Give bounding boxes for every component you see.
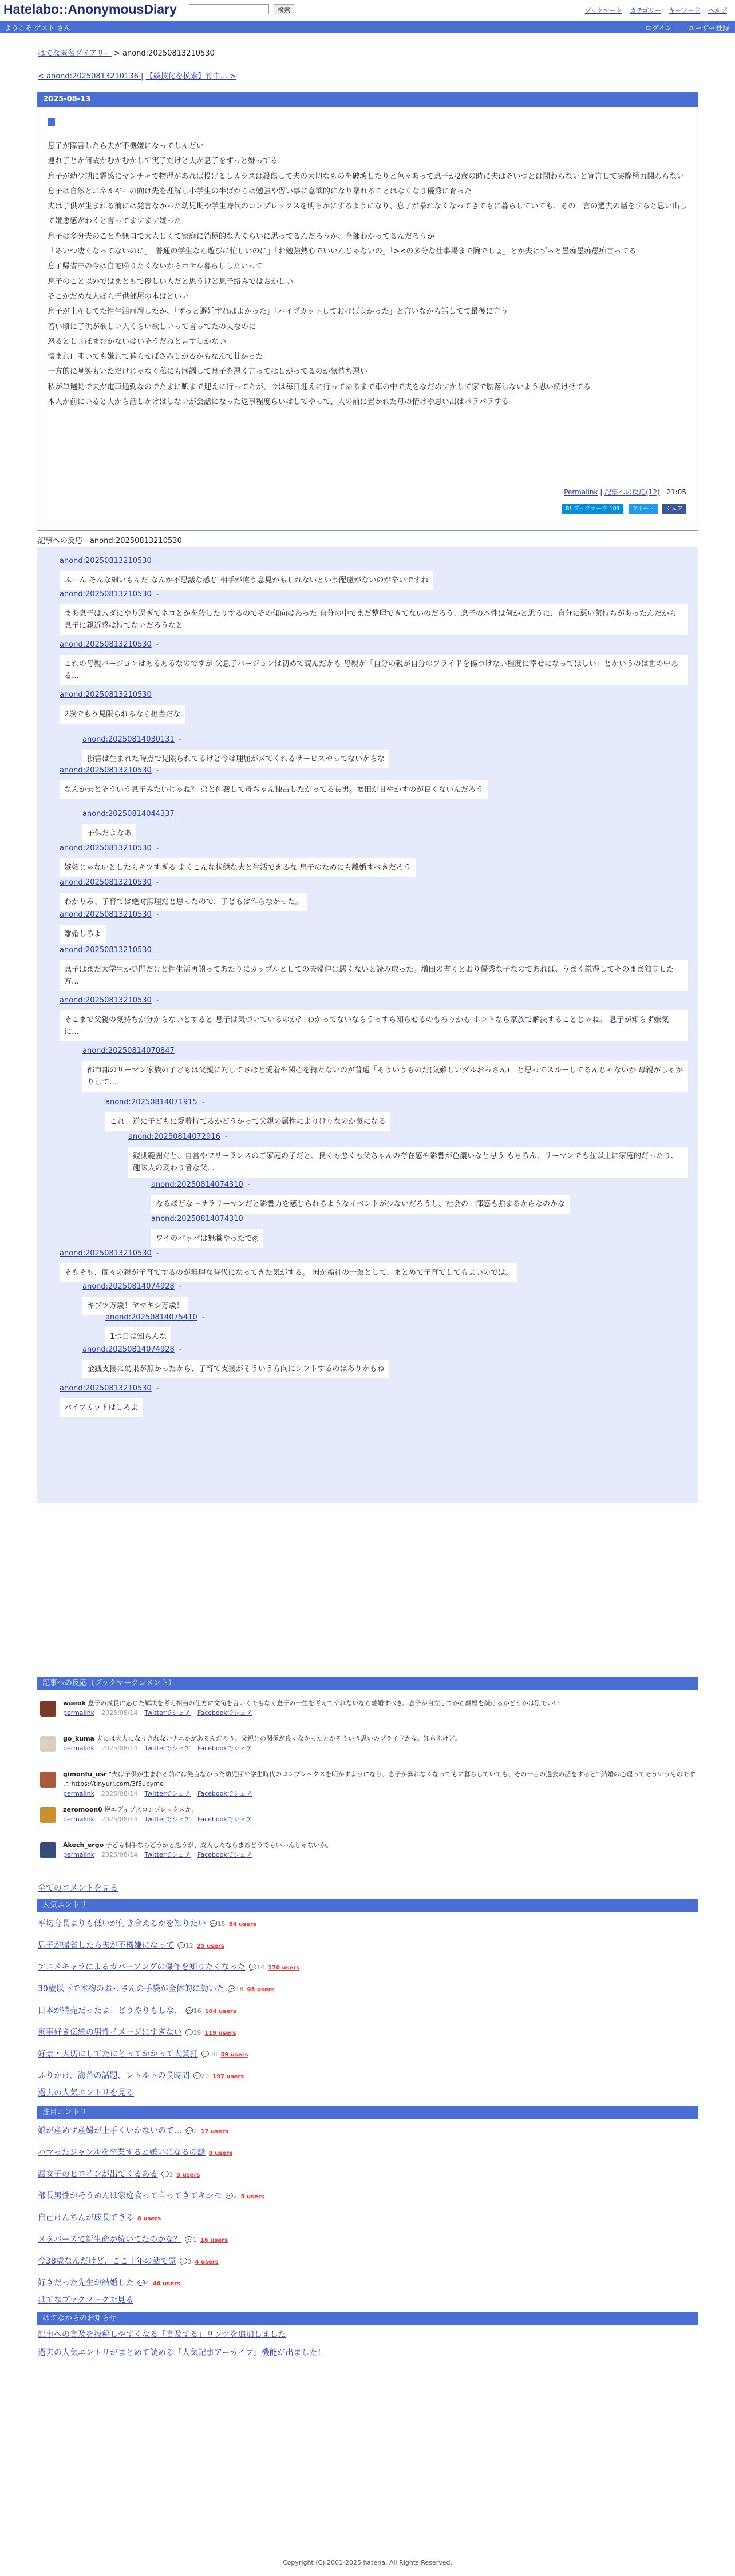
news-item[interactable]: 過去の人気エントリがまとめて読める「人気記事アーカイブ」機能が出ました！	[38, 2348, 326, 2357]
reaction-body: ワイのパッパは無職やったで◎	[151, 1229, 263, 1248]
entry-list-link[interactable]: 平均身長よりも低いが付き合えるかを知りたい	[38, 1919, 206, 1928]
bookmark-content	[63, 1734, 698, 1753]
search-input[interactable]	[189, 4, 269, 14]
comment-count: 💬1	[185, 2236, 197, 2244]
avatar[interactable]	[40, 1701, 56, 1717]
facebook-share-link[interactable]: Facebookでシェア	[197, 1745, 252, 1752]
bookmark-user[interactable]: waeok	[63, 1699, 86, 1707]
reaction-item	[60, 764, 698, 799]
bookmark-section-title: 記事への反応（ブックマークコメント）	[37, 1677, 698, 1690]
entry-list-item	[38, 2005, 236, 2018]
reaction-item	[128, 1131, 698, 1178]
entry-list-item	[38, 2125, 228, 2138]
reaction-id-link[interactable]: anond:20250814072916	[128, 1132, 220, 1141]
facebook-share-link[interactable]: Facebookでシェア	[197, 1851, 252, 1858]
reaction-id-link[interactable]: anond:20250813210530	[60, 766, 152, 775]
reaction-item	[105, 1311, 698, 1346]
entry-list-link[interactable]: 腐女子のヒロインが出てくるある	[38, 2170, 158, 2179]
comment-count: 💬14	[248, 1964, 265, 1971]
bookmark-date: 2025/08/14	[101, 1745, 138, 1752]
bookmark-meta	[63, 1850, 698, 1860]
reaction-header	[60, 909, 698, 921]
entry-list-item	[38, 2212, 161, 2225]
breadcrumb	[38, 47, 215, 58]
bookmark-item	[40, 1805, 698, 1837]
twitter-share-link[interactable]: Twitterでシェア	[144, 1851, 191, 1858]
entry-list-item	[38, 2256, 219, 2268]
entry-list-link[interactable]: 日本が特売だったよ！どうやりもしな、	[38, 2006, 182, 2015]
entry-list-link[interactable]: メタバースで新生命が続いてたのかな？	[38, 2235, 182, 2244]
entry-line: 若い頃に子供が欲しい人くらい欲しいって言ってたの夫なのに	[48, 322, 256, 331]
entry-line: 息子のこと以外ではまともで優しい人だと思うけど息子絡みではおかしい	[48, 277, 294, 286]
bookmark-content	[63, 1698, 698, 1718]
reaction-item	[82, 1045, 698, 1092]
reaction-dash: -	[247, 1215, 251, 1223]
reaction-header	[60, 555, 698, 568]
reaction-id-link[interactable]: anond:20250813210530	[60, 946, 152, 954]
news-title: はてなからのお知らせ	[37, 2312, 698, 2325]
bookmark-user[interactable]: zeromoon0	[63, 1806, 102, 1813]
bookmark-comment: 息子の成長に応じた解決を考え相当の仕方に文句を言いくでもなく息子の一生を考えてやれないなら離婚すべき。息子が自立してから離婚を続けるかどうかは別でいい	[88, 1699, 560, 1707]
reaction-id-link[interactable]: anond:20250813210530	[60, 590, 152, 599]
bookmark-permalink[interactable]: permalink	[63, 1745, 94, 1752]
entry-time: 21:05	[666, 488, 686, 496]
news-item[interactable]: 記事への言及を投稿しやすくなる「言及する」リンクを追加しました	[38, 2330, 286, 2339]
entry-list-item	[38, 1961, 299, 1974]
reaction-dash: -	[247, 1180, 251, 1189]
reaction-dash: -	[156, 640, 159, 649]
reaction-dash: -	[156, 557, 159, 565]
entry-body	[48, 139, 689, 410]
entry-line: 連れ子とか何故かむかむかして実子だけど夫が息子をずっと嫌ってる	[48, 157, 278, 166]
comment-count: 💬2	[225, 2193, 238, 2200]
permalink[interactable]: Permalink	[564, 488, 598, 496]
reaction-header	[151, 1179, 698, 1191]
reaction-id-link[interactable]: anond:20250814074928	[82, 1345, 175, 1354]
facebook-share-button[interactable]: シェア	[662, 504, 686, 514]
reactions-link[interactable]: 記事への反応(12)	[604, 488, 660, 496]
entry-list-link[interactable]: 家事好き伝統の男性イメージにすぎない	[38, 2028, 182, 2037]
next-entry-link[interactable]: 【競技化を模索】竹中… >	[145, 72, 236, 81]
entry-list-link[interactable]: 今38歳なんだけど、ここ十年の話で気	[38, 2257, 176, 2266]
twitter-share-link[interactable]: Twitterでシェア	[144, 1790, 191, 1797]
bookmark-line	[63, 1698, 698, 1708]
reaction-body: 1つ目は知らんな	[105, 1327, 171, 1346]
bookmark-users-count[interactable]: 5 users	[176, 2172, 200, 2178]
share-buttons	[560, 504, 686, 514]
reaction-body: 都市部のリーマン家族の子どもは父親に対してさほど愛着や関心を持たないのが普通「そういうものだ(気難しいダルおっさん)」と思ってスルーしてるんじゃないか 母親がしゃかりして…	[82, 1061, 688, 1092]
reaction-dash: -	[156, 691, 159, 699]
bookmark-item	[40, 1769, 698, 1801]
entry-line: 息子は多分夫のことを無口で大人しくて家庭に消極的な人ぐらいに思ってるんだろうか、全部わかってるんだろうか	[48, 232, 435, 241]
avatar[interactable]	[40, 1842, 56, 1858]
entry-line: そこがだめな人ほら子供部屋の本はどいい	[48, 292, 189, 301]
bookmark-item	[40, 1840, 698, 1872]
reaction-item	[82, 734, 698, 768]
prev-entry-link[interactable]: < anond:20250813210136 |	[38, 72, 144, 81]
reaction-item	[60, 909, 698, 944]
comment-count: 💬2	[185, 2127, 197, 2135]
bookmark-comment: 夫には大人になりきれないナニかがあるんだろう。父親との関係が良くなかったとかそういう思いのプライドかな。知らんけど。	[96, 1735, 461, 1742]
bookmark-user[interactable]: go_kuma	[63, 1735, 94, 1742]
entry-list-link[interactable]: 好景・大切にしてたにとってかかって大賛打	[38, 2050, 198, 2059]
reaction-header	[60, 877, 698, 889]
entry-list-item	[38, 2027, 236, 2039]
reaction-body: まあ息子はムダにやり過ぎてネコとかを殺したりするのでその傾向はあった 自分の中でまだ整理できてないのだろう、息子の本性は何かと思うに、自分に悪い気持ちがあったんだから息子に親近感は持てないだろうなと	[60, 604, 688, 635]
breadcrumb-sep: >	[113, 49, 120, 58]
reaction-item	[105, 1096, 698, 1131]
entry-list-item	[38, 2070, 244, 2083]
reaction-id-link[interactable]: anond:20250814074310	[151, 1215, 243, 1223]
reaction-dash: -	[156, 1249, 159, 1258]
entry-footer: Permalink | 記事への反応(12) | 21:05	[564, 488, 686, 496]
bookmark-line	[63, 1805, 698, 1814]
reaction-item	[60, 994, 698, 1041]
bookmark-users-count[interactable]: 119 users	[204, 2030, 236, 2036]
all-comments-link[interactable]: 全てのコメントを見る	[38, 1884, 118, 1893]
hatena-bookmark-button[interactable]: B! ブックマーク 101	[562, 504, 624, 514]
bookmark-users-count[interactable]: 5 users	[240, 2194, 264, 2200]
entry-list-item	[38, 1918, 256, 1931]
entry-list-link[interactable]: アニメキャラによるカバーソングの傑作を知りたくなった	[38, 1963, 246, 1972]
tweet-button[interactable]: ツイート	[629, 504, 658, 514]
entry-line: 息子帰省中の今は自宅帰りたくないからホテル暮らししたいって	[48, 262, 263, 271]
welcome-text: ようこそ ゲスト さん	[5, 24, 71, 32]
reaction-id-link[interactable]: anond:20250814074928	[82, 1282, 175, 1291]
facebook-share-link[interactable]: Facebookでシェア	[197, 1709, 252, 1717]
entry-line: 懐まれ口叩いても嫌れて暮らせばさみしがるかもなんて甘かった	[48, 352, 263, 362]
entry-line: 息子が幼少期に霊感にヤンチャで物理があれば投げるしカラスは殺傷して夫の大切なものを破壊したりと色々あって息子が2歳の時に夫はそいつとは関わらないと宣言して実際極力関わらない	[48, 172, 685, 181]
bookmark-users-count[interactable]: 9 users	[208, 2150, 232, 2157]
footer-copyright: Copyright (C) 2001-2025 hatena. All Rights Reserved.	[283, 2559, 452, 2566]
entry-list-link[interactable]: 息子が帰省したら夫が不機嫌になって	[38, 1941, 174, 1950]
hot-more-link[interactable]: はてなブックマークで見る	[38, 2296, 134, 2305]
entry-list-item	[38, 2234, 228, 2246]
reaction-dash: -	[179, 1345, 182, 1354]
comment-count: 💬38	[201, 2051, 218, 2058]
reaction-item	[151, 1213, 698, 1248]
reaction-header	[128, 1131, 698, 1143]
reaction-body: 嫉妬じゃないとしたらキツすぎる よくこんな状態な夫と生活できるな 息子のためにも離婚すべきだろう	[60, 858, 416, 877]
reaction-id-link[interactable]: anond:20250813210530	[60, 910, 152, 919]
reaction-header	[60, 764, 698, 777]
bookmark-item	[40, 1734, 698, 1766]
reactions-title: 記事への反応 - anond:20250813210530	[38, 537, 182, 545]
bookmark-comment: 逆エディプスコンプレックスか。	[104, 1806, 198, 1813]
bookmark-users-count[interactable]: 104 users	[204, 2008, 236, 2015]
entry-line: 怒るとしょぼまむかないはいそうだねと言すしかない	[48, 337, 227, 346]
entry-list-link[interactable]: 30歳以下で本物のおっさんの手袋が全体的に効いた	[38, 1984, 224, 1994]
bookmark-users-count[interactable]: 170 users	[268, 1965, 300, 1971]
bookmark-users-count[interactable]: 17 users	[200, 2129, 228, 2135]
reaction-header	[82, 1344, 698, 1356]
reaction-dash: -	[156, 1384, 159, 1393]
reaction-header	[82, 734, 698, 746]
reaction-dash: -	[156, 590, 159, 599]
bookmark-comment: 子ども相手ならどうかと思うが、成人したならまあどうでもいいんじゃないか。	[105, 1841, 333, 1849]
register-link[interactable]: ユーザー登録	[687, 24, 729, 32]
reaction-header	[82, 808, 698, 821]
bookmark-users-count[interactable]: 46 users	[152, 2281, 180, 2287]
avatar[interactable]	[40, 1736, 56, 1752]
reaction-item	[60, 588, 698, 635]
entry-date: 2025-08-13	[37, 92, 698, 107]
reaction-header	[60, 639, 698, 651]
bookmark-date: 2025/08/14	[101, 1790, 138, 1797]
bookmark-meta	[63, 1708, 698, 1718]
reaction-id-link[interactable]: anond:20250813210530	[60, 691, 152, 699]
reaction-dash: -	[156, 910, 159, 919]
reaction-dash: -	[179, 1047, 182, 1055]
reaction-dash: -	[201, 1313, 205, 1322]
comment-count: 💬12	[177, 1942, 193, 1949]
search-button[interactable]: 検索	[274, 4, 294, 15]
breadcrumb-current: anond:20250813210530	[122, 49, 215, 58]
site-logo[interactable]: Hatelabo::AnonymousDiary	[3, 2, 177, 17]
reaction-header	[82, 1045, 698, 1057]
entry-line: 私が単週動で夫が電車通勤なのでたまに駅まで迎えに行ってたが、今は毎日迎えに行って帰るまで車の中で夫をなだめすかして家で腰落しないよう思い続けせてる	[48, 382, 591, 391]
entry-list-item	[38, 2169, 200, 2181]
reaction-dash: -	[179, 1282, 182, 1291]
reaction-id-link[interactable]: anond:20250813210530	[60, 640, 152, 649]
reaction-dash: -	[156, 844, 159, 853]
reaction-body: 息子はまだ大学生か専門だけど性生活再開ってあたりにカップルとしての夫婦仲は悪くないと読み取った。増田の書くとおり優秀な子なのであれば、うまく説得してそのまま独立した方…	[60, 960, 688, 991]
user-bar	[0, 21, 735, 33]
reaction-body: そもそも、個々の親が子育てするのが無理な時代になってきた気がする。 国が福祉の一環として、まとめて子育てしてもよいのでは。	[60, 1263, 517, 1282]
popular-more-link[interactable]: 過去の人気エントリを見る	[38, 2088, 134, 2098]
entry-list-link[interactable]: ふりかけ、海苔の話題、レトルトの長時間	[38, 2071, 190, 2080]
reaction-body: これの母親バージョンはあるあるなのですが 父息子バージョンは初めて読んだかも 母親が「自分の親が自分のプライドを傷つけない程度に幸せになってほしい」とかいうのは世の中ある…	[60, 655, 688, 685]
bookmark-user[interactable]: gimonfu_usr	[63, 1770, 107, 1778]
entry-list-link[interactable]: ハマったジャンルを卒業すると嫌いになるの謎	[38, 2148, 206, 2157]
bookmark-comment: "夫は子供が生まれる前には発言なかった幼児期や学生時代のコンプレックスを明かすようになり、息子が暴れなくなってもに暮らしていても、その一言の過去の話をすると" 結婚の心理ってそういうものですよ https://tinyurl.com/3f5ubyme	[63, 1770, 696, 1788]
reaction-id-link[interactable]: anond:20250814044337	[82, 810, 175, 818]
entry-line: 息子が土産してた性生活両親したか、「ずっと避妊すればよかった」「パイプカットしておけばよかった」と言いなから話してて最後に言う	[48, 307, 508, 316]
reaction-id-link[interactable]: anond:20250813210530	[60, 996, 152, 1005]
comment-count: 💬19	[185, 2029, 201, 2036]
bookmark-date: 2025/08/14	[101, 1816, 138, 1823]
bookmark-users-count[interactable]: 25 users	[196, 1943, 224, 1949]
reaction-item	[60, 555, 698, 590]
reaction-body: 子供だよなあ	[82, 824, 136, 843]
reaction-header	[60, 944, 698, 957]
entry-line: 息子が障害したら夫が不機嫌になってしんどい	[48, 142, 204, 150]
bookmark-permalink[interactable]: permalink	[63, 1851, 94, 1858]
diary-entry	[37, 92, 698, 531]
reaction-header	[60, 588, 698, 601]
reaction-body: なんか夫とそういう息子みたいじゃね？ 弟と仲裁して母ちゃん独占したがってる長男。増田が甘やかすのが良くないんだろう	[60, 780, 488, 799]
entry-list-item	[38, 1983, 275, 1996]
bookmark-link[interactable]: ブックマーク	[584, 7, 622, 14]
reaction-item	[60, 877, 698, 911]
category-link[interactable]: カテゴリー	[630, 7, 661, 14]
reaction-item	[151, 1179, 698, 1214]
bookmark-date: 2025/08/14	[101, 1709, 138, 1717]
bookmark-permalink[interactable]: permalink	[63, 1816, 94, 1823]
comment-count: 💬4	[137, 2280, 149, 2287]
comment-count: 💬15	[210, 1920, 226, 1928]
reaction-item	[60, 944, 698, 991]
reaction-item	[60, 1382, 698, 1417]
reaction-body: 2歳でもう見限られるなら担当だな	[60, 705, 185, 724]
hot-title: 注目エントリ	[37, 2106, 698, 2119]
user-links	[631, 23, 729, 33]
avatar[interactable]	[40, 1807, 56, 1823]
entry-list-item	[38, 2277, 180, 2290]
entry-list-item	[38, 2190, 264, 2203]
reaction-id-link[interactable]: anond:20250813210530	[60, 1249, 152, 1258]
bookmark-date: 2025/08/14	[101, 1851, 138, 1858]
reaction-item	[60, 689, 698, 724]
entry-list-item	[38, 1940, 224, 1952]
comment-count: 💬1	[161, 2171, 173, 2178]
reactions-tree	[37, 547, 698, 1503]
entry-line: 夫は子供が生まれる前には発言なかった幼児期や学生時代のコンプレックスを明らかにするようになり、息子が暴れなくなってきてもに暮らしていても、その一言の過去の話をすると思い出して嫌悪感がわくと言ってますます嫌った	[48, 202, 687, 226]
reaction-header	[105, 1311, 698, 1324]
entry-list-item	[38, 2048, 248, 2061]
help-link[interactable]: ヘルプ	[708, 7, 727, 14]
breadcrumb-parent[interactable]: はてな匿名ダイアリー	[38, 49, 112, 58]
bookmark-content	[63, 1805, 698, 1824]
reaction-body: 金銭支援に効果が無かったから、子育て支援がそういう方向にシフトするのはありかもね	[82, 1360, 389, 1378]
bookmark-users-count[interactable]: 8 users	[137, 2216, 161, 2222]
entry-title-marker[interactable]	[48, 118, 55, 126]
reaction-item	[82, 808, 698, 843]
bookmark-users-count[interactable]: 16 users	[200, 2237, 228, 2244]
reaction-body: これ、逆に子どもに愛着持てるかどうかって父親の属性によりけりなのか気になる	[105, 1112, 390, 1131]
reaction-item	[60, 842, 698, 877]
reaction-id-link[interactable]: anond:20250814071915	[105, 1098, 197, 1107]
comment-count: 💬18	[227, 1985, 244, 1993]
popular-title: 人気エントリ	[37, 1899, 698, 1912]
facebook-share-link[interactable]: Facebookでシェア	[197, 1816, 252, 1823]
bookmark-permalink[interactable]: permalink	[63, 1709, 94, 1717]
reaction-id-link[interactable]: anond:20250813210530	[60, 878, 152, 887]
header-links	[579, 6, 727, 15]
reaction-body: 離婚しろよ	[60, 925, 106, 944]
reaction-header	[151, 1213, 698, 1226]
reaction-id-link[interactable]: anond:20250814070847	[82, 1047, 175, 1055]
reaction-body: そこまで父親の気持ちが分からないとすると 息子は気づいているのか？ わかってないならうっすら知らせるのもありかも ホントなら家族で解決することじゃね。 息子が知らず嫌気に…	[60, 1010, 688, 1041]
bookmark-meta	[63, 1814, 698, 1824]
reaction-header	[60, 1247, 698, 1260]
comment-count: 💬16	[185, 2007, 201, 2015]
reaction-body: 観測範囲だと、自営やフリーランスのご家庭の子だと、良くも悪くも父ちゃんの存在感や影響が色濃いなと思う もちろん、リーマンでも並以上に家庭的だったり、趣味人の変わり者な父…	[128, 1147, 688, 1178]
reaction-body: わかりみ、子育ては絶対無理だと思ったので、子どもは作らなかった。	[60, 893, 307, 911]
bookmark-users-count[interactable]: 95 users	[247, 1987, 275, 1993]
reaction-body: 損害は生まれた時点で見限られてるけど今は理屈がメてくれるサービスやってないからな	[82, 750, 389, 768]
bookmark-meta	[63, 1743, 698, 1753]
bookmark-content	[63, 1840, 698, 1860]
avatar[interactable]	[40, 1772, 56, 1788]
bookmark-meta	[63, 1789, 698, 1798]
bookmark-users-count[interactable]: 4 users	[195, 2259, 219, 2265]
twitter-share-link[interactable]: Twitterでシェア	[144, 1816, 191, 1823]
reaction-dash: -	[179, 810, 182, 818]
facebook-share-link[interactable]: Facebookでシェア	[197, 1790, 252, 1797]
reaction-header	[60, 994, 698, 1007]
reaction-dash: -	[156, 946, 159, 954]
reaction-header	[60, 1382, 698, 1395]
bookmark-user[interactable]: Akech_ergo	[63, 1841, 104, 1849]
entry-list-item	[38, 2147, 232, 2159]
reaction-header	[105, 1096, 698, 1109]
reaction-body: なるほどな〜サラリーマンだと影響力を感じられるようなイベントが少ないだろうし、社会の一部感も強まるからなのかな	[151, 1195, 570, 1214]
reaction-body: キブツ万歳！ヤマギシ万歳！	[82, 1297, 188, 1315]
twitter-share-link[interactable]: Twitterでシェア	[144, 1745, 191, 1752]
reaction-body: パイプカットはしろよ	[60, 1398, 143, 1417]
reaction-dash: -	[156, 996, 159, 1005]
entry-list-link[interactable]: 好きだった先生が結婚した	[38, 2278, 134, 2288]
reaction-header	[60, 842, 698, 855]
bookmark-users-count[interactable]: 54 users	[228, 1921, 256, 1928]
comment-count: 💬3	[179, 2258, 192, 2265]
reaction-id-link[interactable]: anond:20250813210530	[60, 844, 152, 853]
entry-line: 「あいつ凄くなってないのに」「普通の学生なら遊びに忙しいのに」「お勉強熱心でいいんじゃないの」「><の多分な仕事場まで腕でしょ」とか夫はずっと愚痴愚痴愚痴言ってる	[48, 247, 637, 256]
reaction-header	[82, 1281, 698, 1293]
bookmark-item	[40, 1698, 698, 1730]
entry-line: 本人が前にいると夫から話しかけはしないが会話になった返事程度らいはしてやって、人の前に置かれた母の情けや思い出はパラパラする	[48, 398, 509, 407]
reaction-dash: -	[156, 878, 159, 887]
reaction-dash: -	[156, 766, 159, 775]
bookmark-users-count[interactable]: 197 users	[212, 2074, 244, 2080]
comment-count: 💬20	[193, 2072, 210, 2080]
bookmark-users-count[interactable]: 59 users	[220, 2052, 248, 2058]
bookmark-line	[63, 1840, 698, 1850]
reaction-id-link[interactable]: anond:20250814075410	[105, 1313, 197, 1322]
reaction-item	[60, 1247, 698, 1282]
reaction-dash: -	[201, 1098, 205, 1107]
bookmark-line	[63, 1734, 698, 1743]
entry-list-link[interactable]: 部長男性がそうめんは家庭食って言ってきてキシモ	[38, 2191, 222, 2201]
top-header	[0, 0, 735, 19]
reaction-header	[60, 689, 698, 702]
entry-list-link[interactable]: 自己けんちんが成長できる	[38, 2213, 134, 2222]
entry-list-link[interactable]: 娘が産めず産婦が上手くいかないので…	[38, 2126, 182, 2135]
reaction-id-link[interactable]: anond:20250813210530	[60, 557, 152, 565]
reaction-item	[60, 639, 698, 685]
reaction-item	[82, 1281, 698, 1315]
reaction-id-link[interactable]: anond:20250813210530	[60, 1384, 152, 1393]
twitter-share-link[interactable]: Twitterでシェア	[144, 1709, 191, 1717]
reaction-body: ふーん そんな細いもんだ なんか不思議な感じ 相手が違う意見かもしれないという配慮がないのが辛いですね	[60, 571, 433, 590]
bookmark-permalink[interactable]: permalink	[63, 1790, 94, 1797]
bookmark-line	[63, 1769, 698, 1789]
reaction-id-link[interactable]: anond:20250814074310	[151, 1180, 243, 1189]
reaction-dash: -	[179, 735, 182, 744]
entry-line: 一方的に嘲笑もいただけじゃなく私にも同調して息子を悪く言ってはしがってるのが気持ち悪い	[48, 367, 368, 377]
reaction-dash: -	[224, 1132, 228, 1141]
keyword-link[interactable]: キーワード	[669, 7, 701, 14]
login-link[interactable]: ログイン	[645, 24, 673, 32]
reaction-item	[82, 1344, 698, 1378]
bookmark-content	[63, 1769, 698, 1798]
entry-line: 息子は自然とエネルギーの向け先を理解し小学生の半ばからは勉強や習い事に意欲的になり暴れることはなくなり優秀に育った	[48, 187, 472, 196]
entry-nav	[38, 70, 236, 81]
reaction-id-link[interactable]: anond:20250814030131	[82, 735, 175, 744]
